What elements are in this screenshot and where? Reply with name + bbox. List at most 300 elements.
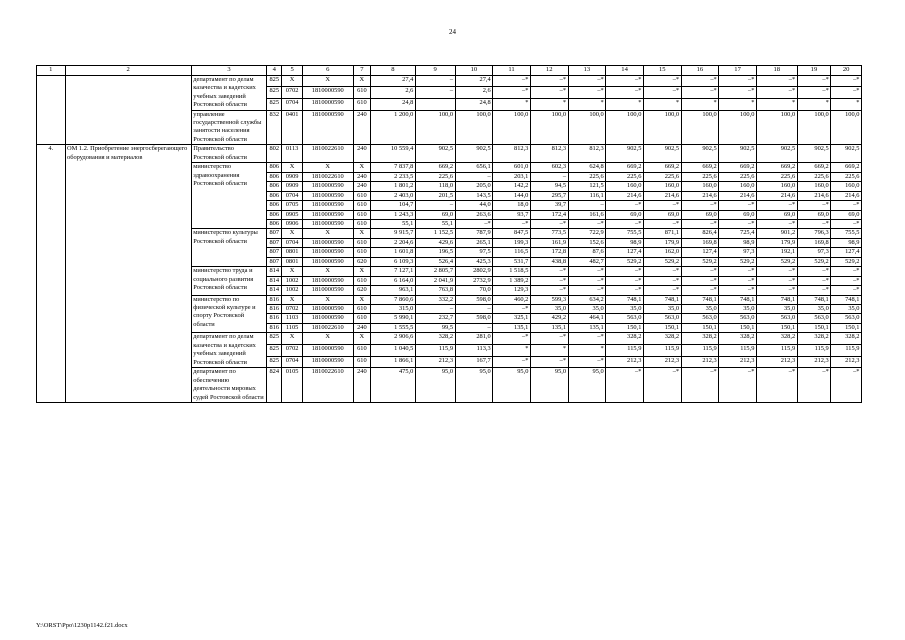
amount-cell: –* — [681, 286, 719, 295]
budget-code-cell: 240 — [353, 323, 370, 332]
amount-cell: –* — [530, 75, 568, 87]
amount-cell: 104,7 — [371, 201, 416, 210]
amount-cell: 160,0 — [797, 182, 831, 191]
amount-cell: 115,9 — [719, 344, 757, 356]
amount-cell: * — [568, 344, 606, 356]
budget-code-cell: 1810000590 — [302, 219, 353, 228]
budget-code-cell: 1810022610 — [302, 172, 353, 181]
amount-cell: 199,3 — [493, 238, 531, 247]
amount-cell: 69,0 — [756, 210, 797, 219]
amount-cell: 2 906,6 — [371, 333, 416, 345]
amount-cell: 214,6 — [643, 191, 681, 200]
budget-code-cell: 807 — [267, 248, 282, 257]
column-header-9: 9 — [415, 66, 455, 76]
amount-cell: 748,1 — [643, 295, 681, 304]
budget-code-cell: 610 — [353, 191, 370, 200]
budget-code-cell: 1810000590 — [302, 87, 353, 99]
amount-cell: –* — [643, 276, 681, 285]
amount-cell: 100,0 — [797, 110, 831, 145]
amount-cell: * — [756, 98, 797, 110]
amount-cell: 225,6 — [797, 172, 831, 181]
amount-cell: 902,5 — [797, 145, 831, 163]
amount-cell: 425,3 — [455, 257, 493, 266]
budget-code-cell: 825 — [267, 344, 282, 356]
amount-cell: –* — [681, 267, 719, 276]
budget-code-cell: 1810000590 — [302, 286, 353, 295]
budget-code-cell: 806 — [267, 182, 282, 191]
amount-cell: 755,5 — [831, 229, 862, 238]
amount-cell: 116,1 — [568, 191, 606, 200]
amount-cell: 69,0 — [797, 210, 831, 219]
column-header-16: 16 — [681, 66, 719, 76]
amount-cell: 2 403,0 — [371, 191, 416, 200]
budget-code-cell: X — [302, 333, 353, 345]
amount-cell: 100,0 — [455, 110, 493, 145]
amount-cell: 35,0 — [530, 305, 568, 314]
budget-code-cell: 0401 — [282, 110, 302, 145]
amount-cell: –* — [568, 333, 606, 345]
amount-cell: 1 152,5 — [415, 229, 455, 238]
amount-cell: 763,8 — [415, 286, 455, 295]
column-header-20: 20 — [831, 66, 862, 76]
executor-name: Правительство Ростовской области — [191, 145, 266, 163]
amount-cell: 100,0 — [415, 110, 455, 145]
column-header-19: 19 — [797, 66, 831, 76]
amount-cell: 563,0 — [606, 314, 644, 323]
amount-cell: –* — [643, 267, 681, 276]
amount-cell: 212,3 — [415, 356, 455, 368]
amount-cell: 2732,9 — [455, 276, 493, 285]
amount-cell: 332,2 — [415, 295, 455, 304]
amount-cell: –* — [831, 286, 862, 295]
budget-code-cell: 1810000590 — [302, 98, 353, 110]
amount-cell: 902,5 — [455, 145, 493, 163]
amount-cell: 35,0 — [797, 305, 831, 314]
amount-cell: – — [415, 305, 455, 314]
budget-code-cell: 610 — [353, 276, 370, 285]
amount-cell: 787,9 — [455, 229, 493, 238]
amount-cell: –* — [831, 201, 862, 210]
budget-code-cell: 610 — [353, 238, 370, 247]
amount-cell: 602,3 — [530, 163, 568, 172]
amount-cell: 161,6 — [568, 210, 606, 219]
budget-code-cell: 240 — [353, 368, 370, 403]
amount-cell: 97,3 — [797, 248, 831, 257]
amount-cell: 196,5 — [415, 248, 455, 257]
budget-code-cell: 0801 — [282, 248, 302, 257]
amount-cell: –* — [756, 267, 797, 276]
amount-cell: –* — [606, 201, 644, 210]
amount-cell: 1 243,3 — [371, 210, 416, 219]
amount-cell: 179,9 — [756, 238, 797, 247]
amount-cell: 172,8 — [530, 248, 568, 257]
amount-cell: 27,4 — [371, 75, 416, 87]
budget-code-cell: 610 — [353, 201, 370, 210]
budget-code-cell: 806 — [267, 172, 282, 181]
event-name: ОМ 1.2. Приобретение энергосберегающего оборудования и материалов — [65, 145, 191, 403]
amount-cell: –* — [797, 267, 831, 276]
amount-cell: 225,6 — [606, 172, 644, 181]
amount-cell: –* — [606, 276, 644, 285]
amount-cell: –* — [530, 333, 568, 345]
amount-cell: 97,5 — [455, 248, 493, 257]
amount-cell: –* — [568, 219, 606, 228]
amount-cell: 1 866,1 — [371, 356, 416, 368]
amount-cell: 143,5 — [455, 191, 493, 200]
amount-cell: 669,2 — [606, 163, 644, 172]
column-header-8: 8 — [371, 66, 416, 76]
amount-cell: 669,2 — [643, 163, 681, 172]
budget-code-cell: 240 — [353, 110, 370, 145]
budget-code-cell: 0704 — [282, 191, 302, 200]
amount-cell: 328,2 — [415, 333, 455, 345]
amount-cell: 563,0 — [681, 314, 719, 323]
amount-cell: – — [568, 201, 606, 210]
budget-code-cell: 806 — [267, 219, 282, 228]
amount-cell: 328,2 — [797, 333, 831, 345]
budget-code-cell: 832 — [267, 110, 282, 145]
amount-cell: 529,2 — [831, 257, 862, 266]
table-body — [37, 75, 862, 402]
amount-cell: –* — [643, 219, 681, 228]
budget-code-cell: X — [302, 295, 353, 304]
amount-cell: 35,0 — [719, 305, 757, 314]
amount-cell: –* — [493, 305, 531, 314]
budget-code-cell: 825 — [267, 356, 282, 368]
amount-cell: 69,0 — [681, 210, 719, 219]
amount-cell: 902,5 — [415, 145, 455, 163]
event-name — [65, 75, 191, 145]
column-header-4: 4 — [267, 66, 282, 76]
budget-code-cell: X — [353, 295, 370, 304]
amount-cell: 7 860,6 — [371, 295, 416, 304]
budget-code-cell: 240 — [353, 145, 370, 163]
amount-cell: 35,0 — [756, 305, 797, 314]
amount-cell: 118,0 — [415, 182, 455, 191]
amount-cell: 35,0 — [831, 305, 862, 314]
amount-cell: 669,2 — [719, 163, 757, 172]
budget-code-cell: 0905 — [282, 210, 302, 219]
budget-code-cell: 824 — [267, 368, 282, 403]
executor-name: управление государственной службы занятости населения Ростовской области — [191, 110, 266, 145]
amount-cell: –* — [681, 75, 719, 87]
budget-code-cell: 1810000590 — [302, 344, 353, 356]
amount-cell: –* — [797, 276, 831, 285]
amount-cell: –* — [719, 286, 757, 295]
amount-cell: 563,0 — [643, 314, 681, 323]
page-number: 24 — [449, 28, 456, 36]
amount-cell: 142,2 — [493, 182, 531, 191]
budget-code-cell: 806 — [267, 163, 282, 172]
amount-cell: –* — [681, 368, 719, 403]
amount-cell: 438,8 — [530, 257, 568, 266]
budget-code-cell: 620 — [353, 286, 370, 295]
amount-cell: 669,2 — [681, 163, 719, 172]
executor-name: министерство здравоохранения Ростовской области — [191, 163, 266, 229]
amount-cell: –* — [530, 219, 568, 228]
executor-name: департамент по обеспечению деятельности мировых судей Ростовской области — [191, 368, 266, 403]
amount-cell: 160,0 — [756, 182, 797, 191]
amount-cell: –* — [493, 219, 531, 228]
budget-code-cell: 1810000590 — [302, 110, 353, 145]
amount-cell: 812,3 — [493, 145, 531, 163]
amount-cell: 97,3 — [719, 248, 757, 257]
budget-code-cell: 1810022610 — [302, 323, 353, 332]
amount-cell: 598,0 — [455, 295, 493, 304]
amount-cell: 115,9 — [643, 344, 681, 356]
budget-code-cell: 0704 — [282, 356, 302, 368]
amount-cell: 812,3 — [530, 145, 568, 163]
amount-cell: –* — [831, 87, 862, 99]
amount-cell: 328,2 — [643, 333, 681, 345]
amount-cell: 121,5 — [568, 182, 606, 191]
amount-cell: 129,3 — [493, 286, 531, 295]
budget-code-cell: 802 — [267, 145, 282, 163]
header-row — [37, 66, 862, 76]
amount-cell: 127,4 — [606, 248, 644, 257]
amount-cell: 69,0 — [415, 210, 455, 219]
amount-cell: –* — [493, 87, 531, 99]
amount-cell: 150,1 — [756, 323, 797, 332]
budget-code-cell: X — [353, 267, 370, 276]
budget-code-cell: 0705 — [282, 201, 302, 210]
amount-cell: 95,0 — [455, 368, 493, 403]
amount-cell: 902,5 — [831, 145, 862, 163]
amount-cell: – — [455, 305, 493, 314]
row-number — [37, 75, 66, 145]
amount-cell: 529,2 — [606, 257, 644, 266]
budget-code-cell: 610 — [353, 98, 370, 110]
amount-cell: 127,4 — [831, 248, 862, 257]
amount-cell: 669,2 — [415, 163, 455, 172]
amount-cell: 212,3 — [681, 356, 719, 368]
amount-cell: 98,9 — [606, 238, 644, 247]
amount-cell: 2 041,9 — [415, 276, 455, 285]
column-header-7: 7 — [353, 66, 370, 76]
amount-cell: 7 837,8 — [371, 163, 416, 172]
budget-code-cell: 1810000590 — [302, 201, 353, 210]
amount-cell: 24,8 — [371, 98, 416, 110]
column-header-15: 15 — [643, 66, 681, 76]
amount-cell: 315,0 — [371, 305, 416, 314]
amount-cell: 94,5 — [530, 182, 568, 191]
amount-cell: 902,5 — [756, 145, 797, 163]
budget-code-cell: 0909 — [282, 172, 302, 181]
row-number: 4. — [37, 145, 66, 403]
amount-cell: –* — [643, 75, 681, 87]
budget-code-cell: X — [302, 229, 353, 238]
amount-cell: –* — [719, 87, 757, 99]
amount-cell: –* — [831, 276, 862, 285]
amount-cell: 1 040,5 — [371, 344, 416, 356]
amount-cell: 624,8 — [568, 163, 606, 172]
amount-cell: 214,6 — [797, 191, 831, 200]
amount-cell: 203,1 — [493, 172, 531, 181]
budget-code-cell: X — [282, 163, 302, 172]
budget-code-cell: 610 — [353, 210, 370, 219]
amount-cell: – — [415, 87, 455, 99]
amount-cell: 225,6 — [415, 172, 455, 181]
budget-code-cell: 825 — [267, 333, 282, 345]
amount-cell: 100,0 — [606, 110, 644, 145]
column-header-10: 10 — [455, 66, 493, 76]
amount-cell: –* — [606, 286, 644, 295]
amount-cell: 35,0 — [568, 305, 606, 314]
amount-cell: –* — [493, 75, 531, 87]
budget-code-cell: 807 — [267, 238, 282, 247]
budget-code-cell: X — [353, 229, 370, 238]
budget-code-cell: 1810000590 — [302, 305, 353, 314]
budget-code-cell: 816 — [267, 295, 282, 304]
amount-cell: –* — [530, 87, 568, 99]
amount-cell: 295,7 — [530, 191, 568, 200]
amount-cell: –* — [643, 368, 681, 403]
amount-cell: 135,1 — [568, 323, 606, 332]
budget-code-cell: 1103 — [282, 314, 302, 323]
budget-code-cell: 1810000590 — [302, 191, 353, 200]
amount-cell: 225,6 — [756, 172, 797, 181]
budget-code-cell: 1810022610 — [302, 145, 353, 163]
amount-cell: * — [530, 98, 568, 110]
budget-code-cell: 1810000590 — [302, 356, 353, 368]
amount-cell: – — [455, 323, 493, 332]
amount-cell: 6 109,3 — [371, 257, 416, 266]
budget-code-cell: 816 — [267, 323, 282, 332]
budget-code-cell: 0704 — [282, 98, 302, 110]
amount-cell: 162,0 — [643, 248, 681, 257]
amount-cell: 35,0 — [681, 305, 719, 314]
amount-cell: 1 518,5 — [493, 267, 531, 276]
amount-cell: –* — [797, 286, 831, 295]
budget-code-cell: X — [302, 267, 353, 276]
budget-code-cell: 825 — [267, 98, 282, 110]
amount-cell: 902,5 — [643, 145, 681, 163]
amount-cell: 669,2 — [831, 163, 862, 172]
amount-cell: 100,0 — [568, 110, 606, 145]
amount-cell: 225,6 — [643, 172, 681, 181]
amount-cell: –* — [756, 368, 797, 403]
amount-cell: –* — [797, 368, 831, 403]
amount-cell — [415, 98, 455, 110]
amount-cell: –* — [797, 87, 831, 99]
amount-cell: 160,0 — [719, 182, 757, 191]
amount-cell: 116,5 — [493, 248, 531, 257]
amount-cell: 529,2 — [643, 257, 681, 266]
amount-cell: –* — [681, 201, 719, 210]
budget-code-cell: 0909 — [282, 182, 302, 191]
budget-code-cell: X — [282, 75, 302, 87]
amount-cell: 963,1 — [371, 286, 416, 295]
amount-cell: 95,0 — [415, 368, 455, 403]
budget-table — [36, 65, 862, 403]
amount-cell: 150,1 — [797, 323, 831, 332]
amount-cell: 656,1 — [455, 163, 493, 172]
amount-cell: 150,1 — [719, 323, 757, 332]
amount-cell: 529,2 — [681, 257, 719, 266]
amount-cell: * — [568, 98, 606, 110]
amount-cell: * — [831, 98, 862, 110]
amount-cell: 192,1 — [756, 248, 797, 257]
amount-cell: 281,0 — [455, 333, 493, 345]
amount-cell: 2 233,5 — [371, 172, 416, 181]
budget-code-cell: 1810000590 — [302, 314, 353, 323]
amount-cell: 160,0 — [606, 182, 644, 191]
amount-cell: 1 200,0 — [371, 110, 416, 145]
amount-cell: 212,3 — [797, 356, 831, 368]
budget-code-cell: X — [353, 163, 370, 172]
amount-cell: 150,1 — [681, 323, 719, 332]
amount-cell: –* — [606, 87, 644, 99]
amount-cell: –* — [797, 219, 831, 228]
amount-cell: 748,1 — [681, 295, 719, 304]
budget-code-cell: X — [282, 267, 302, 276]
budget-code-cell: 814 — [267, 267, 282, 276]
amount-cell: –* — [606, 75, 644, 87]
budget-code-cell: 240 — [353, 172, 370, 181]
amount-cell: 95,0 — [530, 368, 568, 403]
budget-code-cell: 0704 — [282, 238, 302, 247]
budget-code-cell: 806 — [267, 191, 282, 200]
amount-cell: * — [606, 98, 644, 110]
budget-code-cell: 610 — [353, 344, 370, 356]
executor-name: министерство труда и социального развития Ростовской области — [191, 267, 266, 295]
amount-cell: 115,9 — [415, 344, 455, 356]
budget-code-cell: 814 — [267, 286, 282, 295]
amount-cell: 55,1 — [415, 219, 455, 228]
amount-cell: 1 555,5 — [371, 323, 416, 332]
amount-cell: –* — [606, 219, 644, 228]
amount-cell: 152,6 — [568, 238, 606, 247]
amount-cell: 99,5 — [415, 323, 455, 332]
amount-cell: 150,1 — [643, 323, 681, 332]
budget-code-cell: X — [282, 333, 302, 345]
column-header-11: 11 — [493, 66, 531, 76]
amount-cell: 69,0 — [643, 210, 681, 219]
amount-cell: –* — [719, 276, 757, 285]
amount-cell: 748,1 — [756, 295, 797, 304]
amount-cell: 265,1 — [455, 238, 493, 247]
amount-cell: 212,3 — [719, 356, 757, 368]
amount-cell: –* — [530, 267, 568, 276]
column-header-1: 1 — [37, 66, 66, 76]
column-header-12: 12 — [530, 66, 568, 76]
table-row — [37, 145, 862, 163]
budget-code-cell: 1002 — [282, 286, 302, 295]
budget-code-cell: X — [302, 163, 353, 172]
amount-cell: 902,5 — [719, 145, 757, 163]
amount-cell: 172,4 — [530, 210, 568, 219]
amount-cell: 100,0 — [756, 110, 797, 145]
executor-name: министерство культуры Ростовской области — [191, 229, 266, 267]
budget-code-cell: 0906 — [282, 219, 302, 228]
amount-cell: 18,0 — [493, 201, 531, 210]
amount-cell: –* — [681, 276, 719, 285]
budget-code-cell: X — [302, 75, 353, 87]
amount-cell: –* — [568, 87, 606, 99]
amount-cell: 529,2 — [756, 257, 797, 266]
amount-cell: 901,2 — [756, 229, 797, 238]
executor-name: министерство по физической культуре и спорту Ростовской области — [191, 295, 266, 333]
budget-code-cell: 814 — [267, 276, 282, 285]
budget-code-cell: 610 — [353, 356, 370, 368]
amount-cell: 2 204,6 — [371, 238, 416, 247]
column-header-5: 5 — [282, 66, 302, 76]
amount-cell: 429,2 — [530, 314, 568, 323]
amount-cell: 169,8 — [681, 238, 719, 247]
budget-code-cell: 806 — [267, 210, 282, 219]
budget-code-cell: 240 — [353, 182, 370, 191]
amount-cell: 871,1 — [643, 229, 681, 238]
